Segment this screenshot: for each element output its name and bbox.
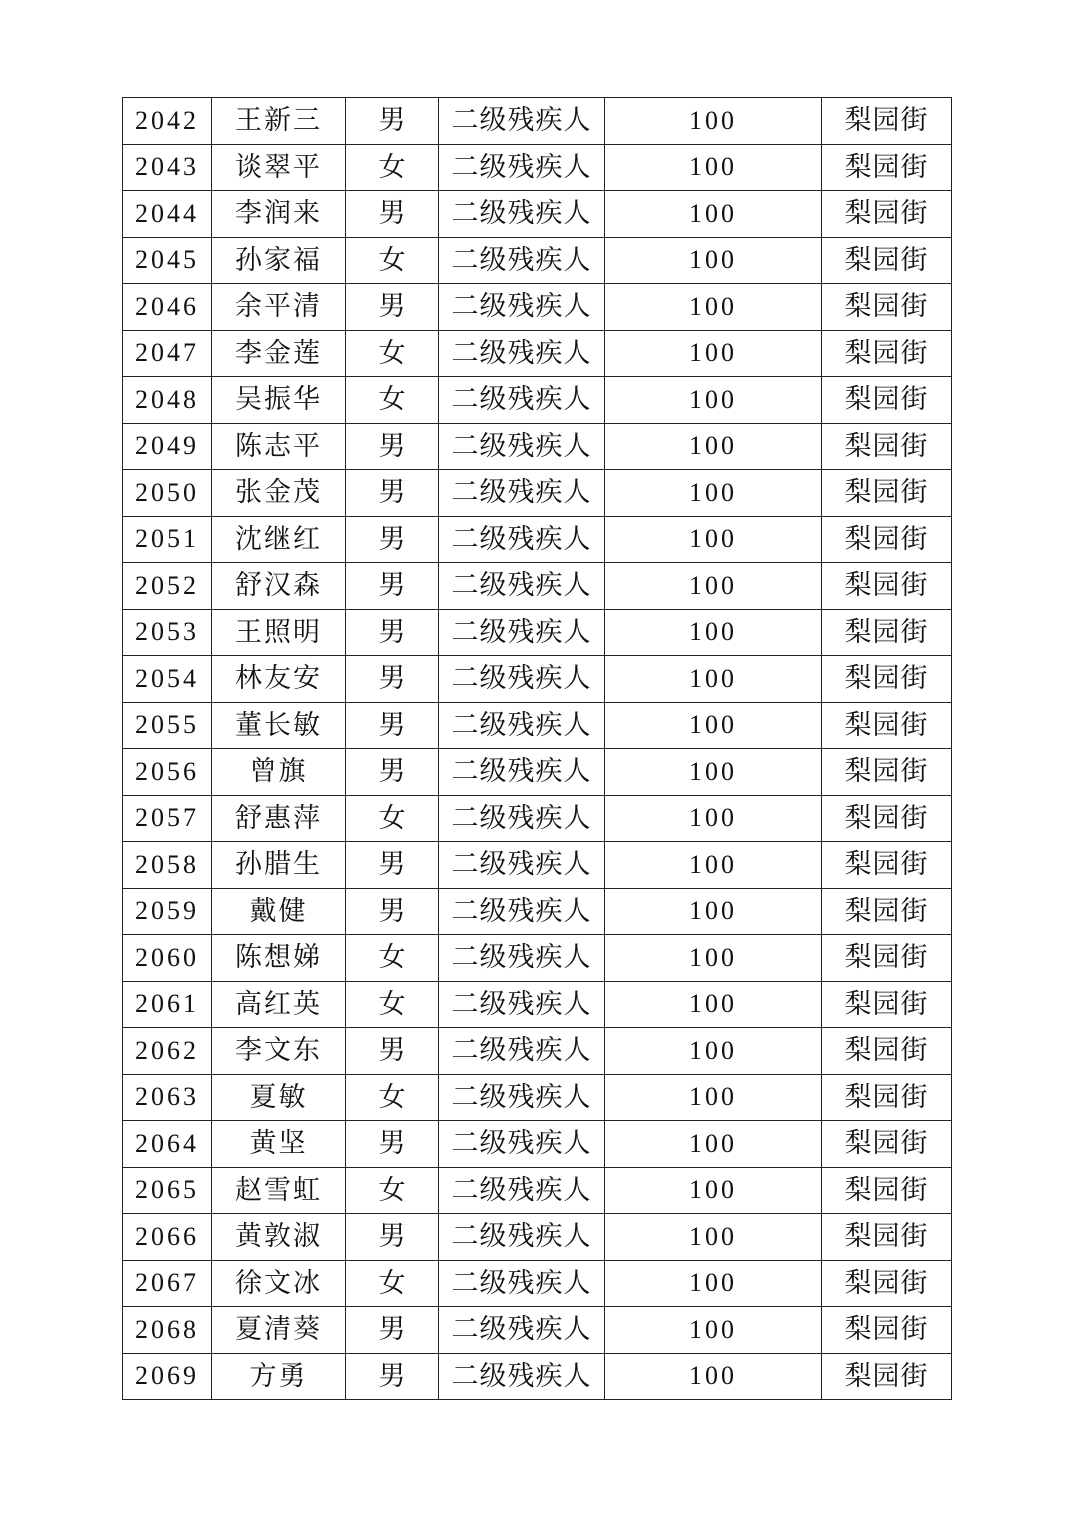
table-row	[123, 1307, 952, 1354]
serial-number-cell: 2044	[123, 191, 212, 238]
disability-level-cell: 二级残疾人	[439, 749, 605, 796]
disability-level-cell: 二级残疾人	[439, 1214, 605, 1261]
name-cell: 赵雪虹	[212, 1167, 346, 1214]
disability-level-cell: 二级残疾人	[439, 423, 605, 470]
serial-number-cell: 2064	[123, 1121, 212, 1168]
table-row	[123, 330, 952, 377]
disability-level-cell: 二级残疾人	[439, 656, 605, 703]
table-row	[123, 888, 952, 935]
serial-number-cell: 2052	[123, 563, 212, 610]
street-cell: 梨园街	[822, 609, 952, 656]
street-cell: 梨园街	[822, 423, 952, 470]
table-row	[123, 1121, 952, 1168]
disability-level-cell: 二级残疾人	[439, 935, 605, 982]
amount-cell: 100	[605, 1121, 822, 1168]
amount-cell: 100	[605, 516, 822, 563]
amount-cell: 100	[605, 144, 822, 191]
serial-number-cell: 2065	[123, 1167, 212, 1214]
table-row	[123, 1353, 952, 1400]
name-cell: 黄坚	[212, 1121, 346, 1168]
table-row	[123, 284, 952, 331]
name-cell: 王照明	[212, 609, 346, 656]
name-cell: 董长敏	[212, 702, 346, 749]
amount-cell: 100	[605, 1307, 822, 1354]
name-cell: 李金莲	[212, 330, 346, 377]
amount-cell: 100	[605, 842, 822, 889]
amount-cell: 100	[605, 656, 822, 703]
serial-number-cell: 2062	[123, 1028, 212, 1075]
amount-cell: 100	[605, 98, 822, 145]
amount-cell: 100	[605, 935, 822, 982]
name-cell: 曾旗	[212, 749, 346, 796]
serial-number-cell: 2051	[123, 516, 212, 563]
gender-cell: 男	[346, 563, 439, 610]
amount-cell: 100	[605, 1260, 822, 1307]
serial-number-cell: 2063	[123, 1074, 212, 1121]
serial-number-cell: 2054	[123, 656, 212, 703]
name-cell: 陈想娣	[212, 935, 346, 982]
gender-cell: 女	[346, 330, 439, 377]
serial-number-cell: 2043	[123, 144, 212, 191]
amount-cell: 100	[605, 702, 822, 749]
serial-number-cell: 2046	[123, 284, 212, 331]
name-cell: 沈继红	[212, 516, 346, 563]
disability-level-cell: 二级残疾人	[439, 609, 605, 656]
amount-cell: 100	[605, 563, 822, 610]
gender-cell: 男	[346, 191, 439, 238]
table-row	[123, 1214, 952, 1261]
table-row	[123, 423, 952, 470]
amount-cell: 100	[605, 470, 822, 517]
disability-level-cell: 二级残疾人	[439, 1353, 605, 1400]
street-cell: 梨园街	[822, 656, 952, 703]
amount-cell: 100	[605, 237, 822, 284]
name-cell: 徐文冰	[212, 1260, 346, 1307]
street-cell: 梨园街	[822, 1307, 952, 1354]
street-cell: 梨园街	[822, 888, 952, 935]
table-row	[123, 191, 952, 238]
amount-cell: 100	[605, 888, 822, 935]
table-row	[123, 1167, 952, 1214]
table-row	[123, 981, 952, 1028]
serial-number-cell: 2067	[123, 1260, 212, 1307]
serial-number-cell: 2045	[123, 237, 212, 284]
amount-cell: 100	[605, 330, 822, 377]
serial-number-cell: 2057	[123, 795, 212, 842]
gender-cell: 女	[346, 1260, 439, 1307]
name-cell: 吴振华	[212, 377, 346, 424]
name-cell: 林友安	[212, 656, 346, 703]
serial-number-cell: 2047	[123, 330, 212, 377]
name-cell: 方勇	[212, 1353, 346, 1400]
street-cell: 梨园街	[822, 1028, 952, 1075]
amount-cell: 100	[605, 749, 822, 796]
table-row	[123, 935, 952, 982]
street-cell: 梨园街	[822, 330, 952, 377]
gender-cell: 男	[346, 1028, 439, 1075]
gender-cell: 男	[346, 656, 439, 703]
serial-number-cell: 2048	[123, 377, 212, 424]
gender-cell: 男	[346, 888, 439, 935]
disability-level-cell: 二级残疾人	[439, 516, 605, 563]
table-row	[123, 144, 952, 191]
disability-level-cell: 二级残疾人	[439, 1307, 605, 1354]
disability-level-cell: 二级残疾人	[439, 237, 605, 284]
street-cell: 梨园街	[822, 563, 952, 610]
street-cell: 梨园街	[822, 1121, 952, 1168]
gender-cell: 女	[346, 1074, 439, 1121]
table-row	[123, 795, 952, 842]
street-cell: 梨园街	[822, 749, 952, 796]
table-row	[123, 609, 952, 656]
table-row	[123, 1074, 952, 1121]
disability-level-cell: 二级残疾人	[439, 981, 605, 1028]
street-cell: 梨园街	[822, 1260, 952, 1307]
name-cell: 陈志平	[212, 423, 346, 470]
disability-level-cell: 二级残疾人	[439, 842, 605, 889]
table-body	[123, 98, 952, 1400]
table-row	[123, 516, 952, 563]
amount-cell: 100	[605, 1074, 822, 1121]
street-cell: 梨园街	[822, 1353, 952, 1400]
name-cell: 夏敏	[212, 1074, 346, 1121]
disability-level-cell: 二级残疾人	[439, 98, 605, 145]
table-row	[123, 470, 952, 517]
gender-cell: 女	[346, 935, 439, 982]
gender-cell: 男	[346, 1121, 439, 1168]
amount-cell: 100	[605, 1353, 822, 1400]
street-cell: 梨园街	[822, 842, 952, 889]
street-cell: 梨园街	[822, 981, 952, 1028]
disability-level-cell: 二级残疾人	[439, 191, 605, 238]
amount-cell: 100	[605, 423, 822, 470]
amount-cell: 100	[605, 609, 822, 656]
name-cell: 舒惠萍	[212, 795, 346, 842]
street-cell: 梨园街	[822, 377, 952, 424]
street-cell: 梨园街	[822, 191, 952, 238]
gender-cell: 男	[346, 98, 439, 145]
street-cell: 梨园街	[822, 935, 952, 982]
table-row	[123, 98, 952, 145]
gender-cell: 女	[346, 795, 439, 842]
name-cell: 李润来	[212, 191, 346, 238]
amount-cell: 100	[605, 1167, 822, 1214]
amount-cell: 100	[605, 981, 822, 1028]
gender-cell: 男	[346, 516, 439, 563]
gender-cell: 男	[346, 284, 439, 331]
name-cell: 孙家福	[212, 237, 346, 284]
table-row	[123, 237, 952, 284]
street-cell: 梨园街	[822, 237, 952, 284]
disability-level-cell: 二级残疾人	[439, 470, 605, 517]
name-cell: 黄敦淑	[212, 1214, 346, 1261]
street-cell: 梨园街	[822, 98, 952, 145]
table-row	[123, 1260, 952, 1307]
street-cell: 梨园街	[822, 470, 952, 517]
street-cell: 梨园街	[822, 1074, 952, 1121]
name-cell: 舒汉森	[212, 563, 346, 610]
gender-cell: 男	[346, 842, 439, 889]
name-cell: 孙腊生	[212, 842, 346, 889]
gender-cell: 男	[346, 702, 439, 749]
serial-number-cell: 2068	[123, 1307, 212, 1354]
serial-number-cell: 2058	[123, 842, 212, 889]
serial-number-cell: 2055	[123, 702, 212, 749]
table-row	[123, 656, 952, 703]
gender-cell: 男	[346, 749, 439, 796]
serial-number-cell: 2049	[123, 423, 212, 470]
amount-cell: 100	[605, 795, 822, 842]
disability-level-cell: 二级残疾人	[439, 795, 605, 842]
name-cell: 谈翠平	[212, 144, 346, 191]
name-cell: 张金茂	[212, 470, 346, 517]
street-cell: 梨园街	[822, 144, 952, 191]
serial-number-cell: 2069	[123, 1353, 212, 1400]
serial-number-cell: 2042	[123, 98, 212, 145]
name-cell: 夏清葵	[212, 1307, 346, 1354]
disability-level-cell: 二级残疾人	[439, 330, 605, 377]
amount-cell: 100	[605, 377, 822, 424]
gender-cell: 女	[346, 377, 439, 424]
street-cell: 梨园街	[822, 1214, 952, 1261]
serial-number-cell: 2066	[123, 1214, 212, 1261]
serial-number-cell: 2050	[123, 470, 212, 517]
name-cell: 李文东	[212, 1028, 346, 1075]
table-row	[123, 749, 952, 796]
serial-number-cell: 2059	[123, 888, 212, 935]
disability-level-cell: 二级残疾人	[439, 563, 605, 610]
gender-cell: 男	[346, 423, 439, 470]
gender-cell: 女	[346, 237, 439, 284]
gender-cell: 男	[346, 470, 439, 517]
disability-level-cell: 二级残疾人	[439, 888, 605, 935]
gender-cell: 男	[346, 1353, 439, 1400]
gender-cell: 女	[346, 1167, 439, 1214]
amount-cell: 100	[605, 1028, 822, 1075]
name-cell: 高红英	[212, 981, 346, 1028]
disability-level-cell: 二级残疾人	[439, 1028, 605, 1075]
amount-cell: 100	[605, 1214, 822, 1261]
disability-level-cell: 二级残疾人	[439, 1121, 605, 1168]
table-row	[123, 1028, 952, 1075]
disability-level-cell: 二级残疾人	[439, 1167, 605, 1214]
gender-cell: 男	[346, 609, 439, 656]
street-cell: 梨园街	[822, 516, 952, 563]
serial-number-cell: 2061	[123, 981, 212, 1028]
serial-number-cell: 2060	[123, 935, 212, 982]
street-cell: 梨园街	[822, 795, 952, 842]
gender-cell: 男	[346, 1307, 439, 1354]
name-cell: 王新三	[212, 98, 346, 145]
table-row	[123, 842, 952, 889]
gender-cell: 女	[346, 981, 439, 1028]
disability-subsidy-table	[122, 97, 952, 1400]
disability-level-cell: 二级残疾人	[439, 1074, 605, 1121]
street-cell: 梨园街	[822, 702, 952, 749]
name-cell: 余平清	[212, 284, 346, 331]
serial-number-cell: 2056	[123, 749, 212, 796]
disability-level-cell: 二级残疾人	[439, 144, 605, 191]
gender-cell: 男	[346, 1214, 439, 1261]
amount-cell: 100	[605, 191, 822, 238]
table-row	[123, 563, 952, 610]
disability-level-cell: 二级残疾人	[439, 702, 605, 749]
table-row	[123, 377, 952, 424]
serial-number-cell: 2053	[123, 609, 212, 656]
amount-cell: 100	[605, 284, 822, 331]
street-cell: 梨园街	[822, 284, 952, 331]
table-row	[123, 702, 952, 749]
gender-cell: 女	[346, 144, 439, 191]
street-cell: 梨园街	[822, 1167, 952, 1214]
name-cell: 戴健	[212, 888, 346, 935]
disability-level-cell: 二级残疾人	[439, 377, 605, 424]
disability-level-cell: 二级残疾人	[439, 284, 605, 331]
disability-level-cell: 二级残疾人	[439, 1260, 605, 1307]
